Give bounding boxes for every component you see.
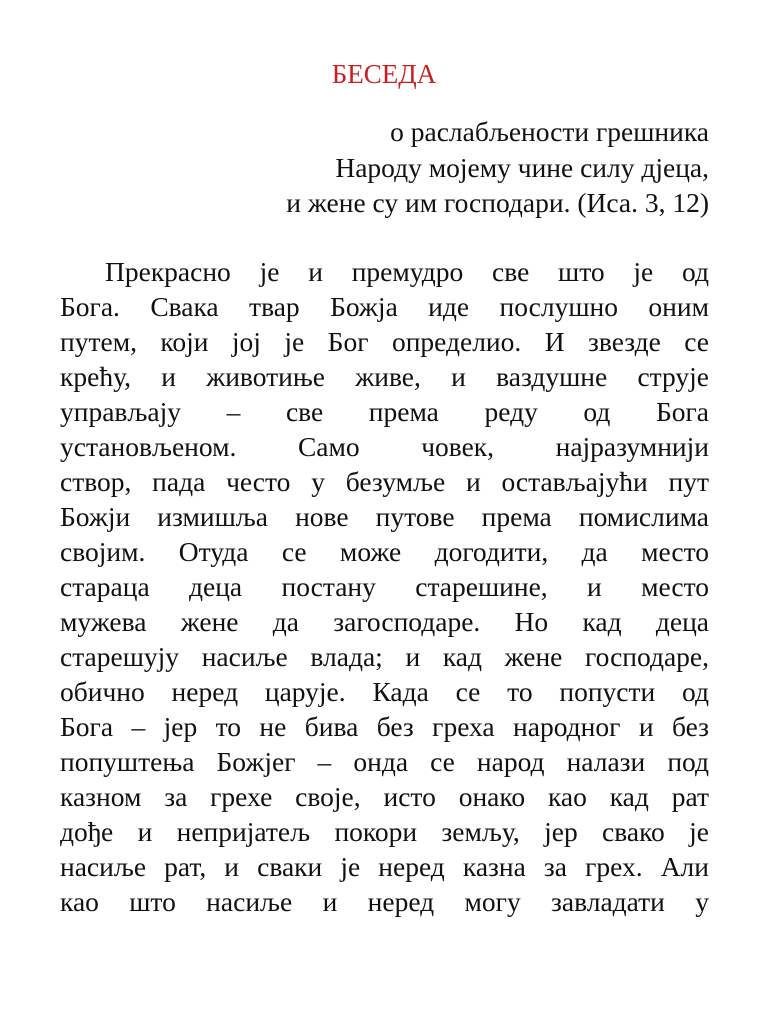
epigraph-block	[69, 114, 709, 221]
body-line: својим. Отуда се може догодити, да место	[60, 536, 709, 567]
body-line: управљају – све према реду од Бога	[60, 396, 709, 427]
body-line: попуштења Божјег – онда се народ налази под	[60, 746, 709, 777]
body-line: створ, пада често у безумље и остављајући пут	[60, 466, 709, 497]
body-line: Прекрасно је и премудро све што је од	[105, 256, 709, 287]
body-line: стараца деца постану старешине, и место	[60, 571, 709, 602]
subtitle: о раслабљености грешника	[390, 116, 709, 147]
body-line: дође и непријатељ покори земљу, јер свако је	[60, 816, 709, 847]
epigraph-line-2: и жене су им господари. (Иса. 3, 12)	[286, 187, 709, 218]
page-title: БЕСЕДА	[331, 59, 437, 89]
body-line: Бога – јер то не бива без греха народног и без	[60, 711, 709, 742]
body-line: обично неред царује. Када се то попусти од	[60, 676, 709, 707]
body-line: установљеном. Само човек, најразумнији	[60, 431, 709, 462]
body-line: крећу, и животиње живе, и ваздушне струје	[60, 361, 709, 392]
body-line: Божји измишља нове путове према помислима	[60, 501, 709, 532]
body-line: мужева жене да загосподаре. Но кад деца	[60, 606, 709, 637]
body-paragraph	[60, 254, 709, 919]
body-line: старешују насиље влада; и кад жене господаре,	[60, 641, 709, 672]
body-line: као што насиље и неред могу завладати у	[60, 886, 709, 917]
body-line: путем, који јој је Бог определио. И звезде се	[60, 326, 709, 357]
body-line: насиље рат, и сваки је неред казна за грех. Али	[60, 851, 709, 882]
epigraph-line-1: Народу мојему чине силу дјеца,	[335, 151, 709, 183]
body-line: Бога. Свака твар Божја иде послушно оним	[60, 291, 709, 322]
body-line: казном за грехе своје, исто онако као кад рат	[60, 781, 709, 812]
